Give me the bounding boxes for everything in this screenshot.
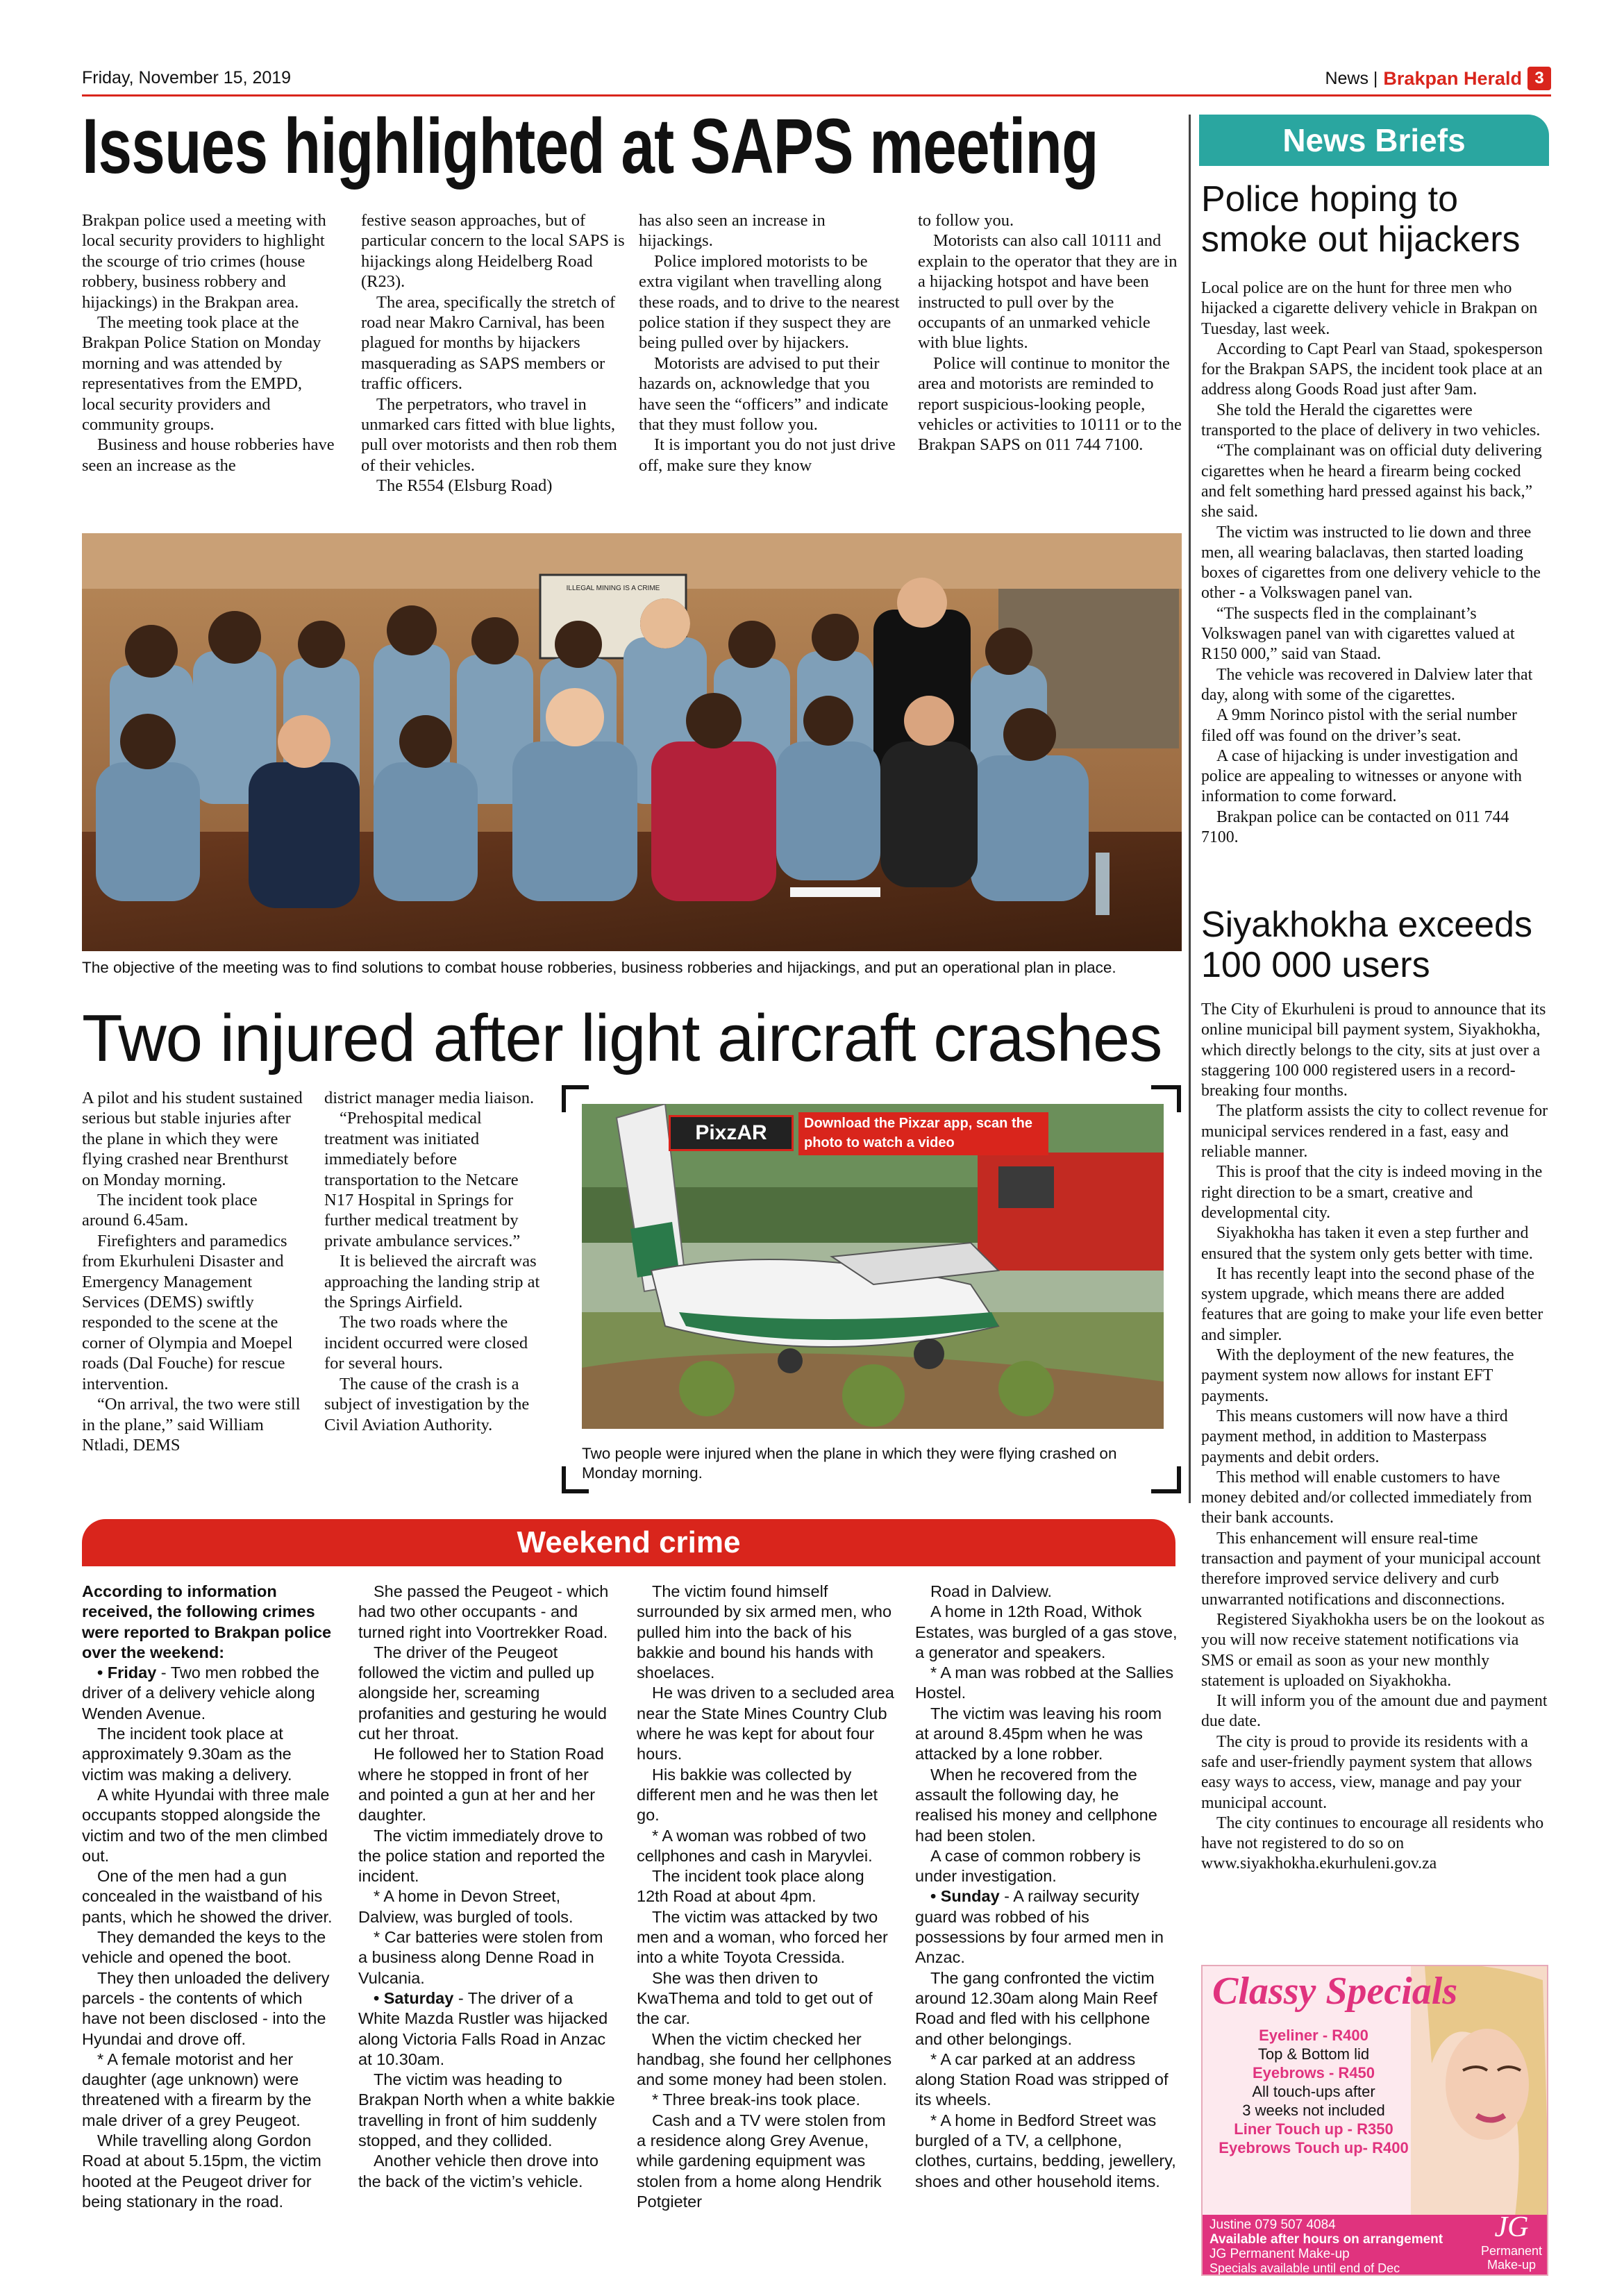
crime-item-text: The victim was leaving his room at around 8.45pm when he was attacked by a lone robber.: [915, 1704, 1162, 1763]
paragraph: The city continues to encourage all residents who have not registered to do so on www.siyakhokha.ekurhuleni.gov.za: [1201, 1813, 1544, 1873]
crime-item: [637, 2029, 895, 2090]
paragraph: Local police are on the hunt for three men who hijacked a cigarette delivery vehicle in Brakpan on Tuesday, last week.: [1201, 279, 1538, 338]
ad-title: Classy Specials: [1212, 1970, 1458, 2013]
paragraph: The cause of the crash is a subject of investigation by the Civil Aviation Authority.: [324, 1374, 530, 1434]
saps-column-2: [361, 210, 625, 496]
crime-item-text: * A home in Bedford Street was burgled of a TV, a cellphone, clothes, curtains, bedding, jewellery, shoes and other household items.: [915, 2111, 1176, 2190]
paragraph: The vehicle was recovered in Dalview later that day, along with some of the cigarettes.: [1201, 665, 1533, 704]
paragraph: This is proof that the city is indeed moving in the right direction to be a smart, creative and developmental city.: [1201, 1163, 1543, 1222]
crime-item-text: The incident took place along 12th Road at about 4pm.: [637, 1867, 864, 1906]
paragraph: Police implored motorists to be extra vigilant when travelling along these roads, and to drive to the nearest police station if they suspect they are being pulled over by hijackers.: [639, 251, 900, 353]
paragraph: “On arrival, the two were still in the plane,” said William Ntladi, DEMS: [82, 1395, 301, 1455]
paragraph: Brakpan police can be contacted on 011 744 7100.: [1201, 807, 1509, 847]
crime-item-text: When the victim checked her handbag, she found her cellphones and some money had been stolen.: [637, 2029, 892, 2089]
paragraph: The two roads where the incident occurred were closed for several hours.: [324, 1313, 528, 1373]
crime-item: [637, 1968, 895, 2029]
pixzar-logo: PixzAR: [669, 1115, 794, 1151]
crime-item-text: * A female motorist and her daughter (age unknown) were threatened with a firearm by the male driver of a grey Peugeot.: [82, 2050, 312, 2129]
crime-item: [82, 2131, 337, 2212]
paragraph: The area, specifically the stretch of road near Makro Carnival, has been plagued for months by hijackers masquerading as SAPS members or traffic officers.: [361, 292, 616, 394]
paragraph: It is believed the aircraft was approaching the landing strip at the Springs Airfield.: [324, 1252, 540, 1312]
crime-item: [637, 1866, 895, 1907]
news-briefs-banner: News Briefs: [1199, 115, 1549, 166]
paragraph: This means customers will now have a third payment method, in addition to Masterpass payments and debit orders.: [1201, 1407, 1508, 1466]
ad-hours: Available after hours on arrangement: [1209, 2232, 1443, 2247]
saps-meeting-photo: [82, 533, 1182, 951]
brief-1-body: [1201, 278, 1548, 848]
ad-line: Eyebrows - R450: [1252, 2064, 1375, 2081]
crime-item: [358, 1582, 617, 1643]
crime-item: [358, 1988, 617, 2070]
crime-item-text: - A railway security guard was robbed of his possessions by four armed men in Anzac.: [915, 1887, 1164, 1967]
paragraph: Firefighters and paramedics from Ekurhuleni Disaster and Emergency Management Services (DEMS) swiftly responded to the scene at the corner of Olympia and Moepel roads (Dal Fouche) for rescue intervention.: [82, 1231, 293, 1393]
brief-2-body: [1201, 1000, 1548, 1875]
crime-item: [915, 1886, 1179, 1968]
paragraph: “Prehospital medical treatment was initiated immediately before transportation to the Netcare N17 Hospital in Springs for further medical treatment by private ambulance services.”: [324, 1109, 521, 1250]
ad-line: All touch-ups after: [1252, 2083, 1375, 2100]
crime-item-text: The driver of the Peugeot followed the victim and pulled up alongside her, screaming profanities and gesturing he would cut her throat.: [358, 1643, 607, 1743]
crash-column-1: [82, 1088, 304, 1455]
page-number: 3: [1527, 67, 1551, 90]
paragraph: The R554 (Elsburg Road): [376, 476, 553, 496]
section-label: News |: [1325, 68, 1378, 88]
crime-item: [358, 2151, 617, 2192]
crime-item-text: * A man was robbed at the Sallies Hostel.: [915, 1664, 1174, 1702]
ad-line: Eyeliner - R400: [1259, 2027, 1368, 2044]
paragraph: district manager media liaison.: [324, 1089, 535, 1107]
saps-column-3: [639, 210, 901, 476]
crime-item: [915, 1704, 1179, 1765]
crime-item: [82, 1927, 337, 1968]
crash-headline: Two injured after light aircraft crashes: [82, 1001, 1162, 1075]
paragraph: Police will continue to monitor the area and motorists are reminded to report suspicious-looking people, vehicles or activities to 10111 or to the Brakpan SAPS on 011 744 7100.: [918, 353, 1182, 455]
paragraph: The victim was instructed to lie down and three men, all wearing balaclavas, then started loading boxes of cigarettes from one delivery vehicle to the other - a Volkswagen panel van.: [1201, 523, 1541, 603]
crime-item: [82, 1724, 337, 1785]
crime-item-text: They then unloaded the delivery parcels - the contents of which have not been disclosed - into the Hyundai and drove off.: [82, 1968, 330, 2048]
crime-item-text: He followed her to Station Road where he stopped in front of her and pointed a gun at her and her daughter.: [358, 1745, 604, 1825]
crime-item: [82, 2050, 337, 2131]
paragraph: Motorists are advised to put their hazards on, acknowledge that you have seen the “officers” and indicate that they must follow you.: [639, 353, 889, 435]
ad-footer: [1203, 2211, 1548, 2276]
crime-item: [637, 1582, 895, 1683]
crime-item-text: * Three break-ins took place.: [652, 2090, 861, 2109]
crime-item: [915, 1968, 1179, 2050]
paragraph: The city is proud to provide its residents with a safe and user-friendly payment system that allows easy ways to access, view, manage and pay your municipal account.: [1201, 1732, 1532, 1812]
crime-day-label: • Saturday: [374, 1988, 454, 2007]
crime-item: [82, 1968, 337, 2050]
ad-line: Top & Bottom lid: [1257, 2045, 1370, 2063]
saps-meeting-illustration: [82, 533, 1182, 951]
photo-sign: ILLEGAL MINING IS A CRIME: [566, 585, 660, 592]
crime-item-text: * A car parked at an address along Station Road was stripped of its wheels.: [915, 2050, 1169, 2109]
paragraph: The platform assists the city to collect revenue for municipal services rendered in a fast, easy and reliable manner.: [1201, 1102, 1548, 1162]
paragraph: The City of Ekurhuleni is proud to announce that its online municipal bill payment system, Siyakhokha, which directly belongs to the city, sits at just over a staggering 100 000 registered users in a record-breaking four months.: [1201, 1000, 1546, 1100]
crime-intro: According to information received, the following crimes were reported to Brakpan police over the weekend:: [82, 1582, 332, 1661]
crime-item: [358, 1744, 617, 1825]
header-rule: [82, 94, 1551, 97]
saps-column-1: [82, 210, 339, 476]
crime-item: [358, 1643, 617, 1744]
paragraph: The perpetrators, who travel in unmarked cars fitted with blue lights, pull over motorists and then rob them of their vehicles.: [361, 394, 617, 475]
paragraph: It has recently leapt into the second phase of the system upgrade, which means there are added features that are going to make your life even better and simpler.: [1201, 1264, 1543, 1344]
paper-name: Brakpan Herald: [1383, 67, 1522, 89]
crime-item: [358, 1927, 617, 1988]
paragraph: Registered Siyakhokha users be on the lookout as you will now receive statement notifications via SMS or email as soon as your new monthly statement is uploaded on Siyakhokha.: [1201, 1610, 1545, 1690]
paragraph: “The suspects fled in the complainant’s Volkswagen panel van with cigarettes valued at R150 000,” said van Staad.: [1201, 604, 1515, 664]
issue-date: Friday, November 15, 2019: [82, 68, 292, 87]
paragraph: Business and house robberies have seen an increase as the: [82, 435, 335, 475]
crime-day-label: • Sunday: [930, 1887, 1000, 1906]
crime-item-text: - The driver of a White Mazda Rustler was hijacked along Victoria Falls Road in Anzac at 10.30am.: [358, 1988, 608, 2068]
crime-item-text: The victim immediately drove to the police station and reported the incident.: [358, 1826, 605, 1886]
ad-logo: JG: [1494, 2211, 1529, 2243]
crime-item-text: One of the men had a gun concealed in the waistband of his pants, which he showed the driver.: [82, 1867, 333, 1926]
pixzar-callout: Download the Pixzar app, scan the photo to watch a video: [798, 1112, 1048, 1155]
crime-item-text: She was then driven to KwaThema and told to get out of the car.: [637, 1968, 873, 2028]
crime-item-text: The gang confronted the victim around 12.30am along Main Reef Road and fled with his cellphone and other belongings.: [915, 1968, 1157, 2048]
crash-photo: [582, 1104, 1164, 1429]
paragraph: to follow you.: [918, 211, 1014, 230]
ad-contact: Justine 079 507 4084: [1209, 2218, 1336, 2232]
ad-line: Eyebrows Touch up- R400: [1219, 2139, 1409, 2156]
crime-item-text: Another vehicle then drove into the back of the victim’s vehicle.: [358, 2152, 598, 2190]
paragraph: It is important you do not just drive off, make sure they know: [639, 435, 896, 475]
crime-item: [637, 2090, 895, 2110]
crime-item-text: When he recovered from the assault the following day, he realised his money and cellphone had been stolen.: [915, 1765, 1157, 1845]
crime-item-text: They demanded the keys to the vehicle and opened the boot.: [82, 1928, 326, 1967]
sidebar-divider: [1189, 115, 1191, 1503]
crime-item-text: His bakkie was collected by different men and he was then let go.: [637, 1765, 878, 1825]
paragraph: The incident took place around 6.45am.: [82, 1191, 258, 1230]
paragraph: has also seen an increase in hijackings.: [639, 211, 826, 251]
crime-item-text: A home in 12th Road, Withok Estates, was burgled of a gas stove, a generator and speakers.: [915, 1602, 1178, 1661]
ad-line: Liner Touch up - R350: [1234, 2120, 1393, 2138]
crime-item: [915, 1582, 1179, 1602]
crime-item-text: Road in Dalview.: [930, 1582, 1053, 1600]
paragraph: She told the Herald the cigarettes were transported to the place of delivery in two vehicles.: [1201, 401, 1541, 440]
crime-item: [637, 2111, 895, 2212]
paragraph: According to Capt Pearl van Staad, spokesperson for the Brakpan SAPS, the incident took place at an address along Goods Road just after 9am.: [1201, 340, 1543, 399]
crime-item: [82, 1785, 337, 1866]
crime-column-3: [637, 1582, 895, 2212]
ad-facebook: JG Permanent Make-up: [1209, 2247, 1350, 2261]
paragraph: festive season approaches, but of particular concern to the local SAPS is hijackings along Heidelberg Road (R23).: [361, 211, 625, 292]
ad-line: 3 weeks not included: [1242, 2102, 1385, 2119]
paragraph: Siyakhokha has taken it even a step further and ensured that the system only gets better with time.: [1201, 1224, 1533, 1263]
crime-item-text: A white Hyundai with three male occupants stopped alongside the victim and two of the men climbed out.: [82, 1785, 330, 1865]
saps-headline: Issues highlighted at SAPS meeting: [82, 103, 1098, 190]
crime-item-text: Cash and a TV were stolen from a residence along Grey Avenue, while gardening equipment was stolen from a home along Hendrik Potgieter: [637, 2111, 886, 2211]
crime-item: [637, 1826, 895, 1867]
paragraph: The meeting took place at the Brakpan Police Station on Monday morning and was attended by representatives from the EMPD, local security providers and community groups.: [82, 313, 321, 435]
crime-item: [915, 1663, 1179, 1704]
masthead-right: [1325, 67, 1551, 90]
paragraph: Brakpan police used a meeting with local security providers to highlight the scourge of trio crimes (house robbery, business robbery and hijackings) in the Brakpan area.: [82, 211, 326, 312]
crime-item-text: The victim was heading to Brakpan North when a white bakkie travelling in front of him suddenly stopped, and they collided.: [358, 2070, 615, 2150]
crime-item: [637, 1765, 895, 1826]
crime-item-text: The victim was attacked by two men and a woman, who forced her into a white Toyota Cressida.: [637, 1907, 888, 1967]
crime-item: [915, 2050, 1179, 2111]
crash-column-2: [324, 1088, 546, 1435]
crash-photo-caption: Two people were injured when the plane in which they were flying crashed on Monday morning.: [582, 1445, 1117, 1482]
crime-item-text: * A woman was robbed of two cellphones and cash in Maryvlei.: [637, 1826, 873, 1865]
crime-item: [915, 1765, 1179, 1846]
crime-column-2: [358, 1582, 617, 2192]
crime-item-text: * Car batteries were stolen from a business along Denne Road in Vulcania.: [358, 1928, 603, 1987]
crime-item: [915, 1846, 1179, 1887]
ad-logo-text: Permanent Make-up: [1480, 2244, 1543, 2272]
crime-day-label: • Friday: [97, 1664, 157, 1682]
crime-item: [358, 2070, 617, 2151]
paragraph: This method will enable customers to have money debited and/or collected immediately from their bank accounts.: [1201, 1468, 1532, 1527]
saps-column-4: [918, 210, 1182, 455]
crime-item-text: The incident took place at approximately 9.30am as the victim was making a delivery.: [82, 1725, 292, 1784]
weekend-crime-banner: Weekend crime: [82, 1519, 1175, 1566]
crime-item: [637, 1907, 895, 1968]
paragraph: Motorists can also call 10111 and explain to the operator that they are in a hijacking hotspot and have been instructed to pull over by the occupants of an unmarked vehicle with blue lights.: [918, 231, 1178, 353]
crime-item-text: He was driven to a secluded area near the State Mines Country Club where he was kept for about four hours.: [637, 1684, 894, 1763]
ad-price-list: [1209, 2026, 1418, 2157]
paragraph: It will inform you of the amount due and payment due date.: [1201, 1692, 1548, 1731]
brief-1-headline: Police hoping to smoke out hijackers: [1201, 179, 1521, 260]
crime-item: [82, 1663, 337, 1724]
crime-item: [637, 1683, 895, 1764]
crime-item-text: She passed the Peugeot - which had two other occupants - and turned right into Voortrekker Road.: [358, 1582, 609, 1641]
crime-item: [915, 1602, 1179, 1663]
paragraph: “The complainant was on official duty delivering cigarettes when he heard a firearm being cocked and felt something hard pressed against his back,” she said.: [1201, 442, 1542, 521]
brief-2-headline: Siyakhokha exceeds 100 000 users: [1201, 905, 1532, 985]
crime-item-text: * A home in Devon Street, Dalview, was burgled of tools.: [358, 1887, 574, 1926]
crime-item-text: - Two men robbed the driver of a delivery vehicle along Wenden Avenue.: [82, 1664, 319, 1723]
crime-item: [358, 1886, 617, 1927]
ad-validity: Specials available until end of Dec: [1209, 2261, 1400, 2275]
paragraph: A 9mm Norinco pistol with the serial number filed off was found on the driver’s seat.: [1201, 706, 1517, 745]
crime-item: [915, 2111, 1179, 2192]
crime-item: [358, 1826, 617, 1887]
crime-item-text: A case of common robbery is under investigation.: [915, 1846, 1141, 1886]
crime-item: [82, 1866, 337, 1927]
paragraph: A case of hijacking is under investigation and police are appealing to witnesses or anyone with information to come forward.: [1201, 746, 1522, 806]
saps-photo-caption: The objective of the meeting was to find solutions to combat house robberies, business robberies and hijackings, and put an operational plan in place.: [82, 959, 1116, 976]
crime-item-text: The victim found himself surrounded by six armed men, who pulled him into the back of his bakkie and bound his hands with shoelaces.: [637, 1582, 892, 1682]
paragraph: This enhancement will ensure real-time transaction and payment of your municipal account therefore improved service delivery and curb unwarranted notifications and disconnections.: [1201, 1529, 1541, 1609]
crime-item-text: While travelling along Gordon Road at about 5.15pm, the victim hooted at the Peugeot driver for being stationary in the road.: [82, 2131, 321, 2211]
crime-column-1-items: [82, 1663, 337, 2212]
crime-column-1: [82, 1582, 337, 2212]
crime-column-4: [915, 1582, 1179, 2192]
paragraph: A pilot and his student sustained serious but stable injuries after the plane in which they were flying crashed near Brenthurst on Monday morning.: [82, 1089, 303, 1189]
paragraph: With the deployment of the new features, the payment system now allows for instant EFT payments.: [1201, 1346, 1514, 1405]
classy-specials-ad: [1201, 1965, 1548, 2276]
